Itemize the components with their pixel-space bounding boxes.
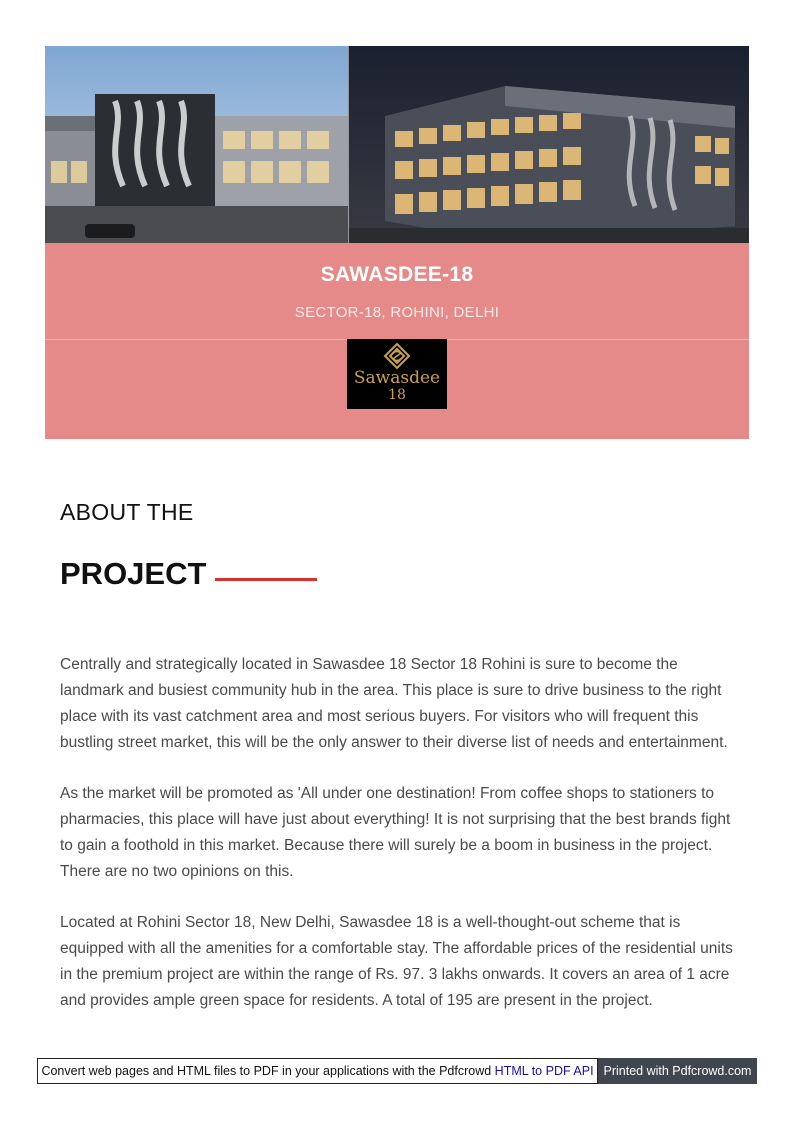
project-banner [45, 243, 749, 439]
paragraph: Centrally and strategically located in Sawasdee 18 Sector 18 Rohini is sure to become the landmark and busiest community hub in the area. This place is sure to drive business to the right place with its vast catchment area and most serious buyers. For visitors who will frequent this bustling street market, this will be the only answer to their diverse list of needs and entertainment. [60, 656, 728, 751]
paragraph: As the market will be promoted as 'All under one destination! From coffee shops to stationers to pharmacies, this place will have just about everything! It is not surprising that the best brands fight to gain a foothold in this market. Because there will surely be a boom in business in the project. There are no two opinions on this. [60, 785, 731, 880]
project-description [60, 652, 740, 1039]
pdf-footer [37, 1058, 757, 1084]
project-heading: PROJECT [60, 556, 207, 591]
project-logo [347, 339, 447, 409]
footer-promo-text: Convert web pages and HTML files to PDF in your applications with the Pdfcrowd [41, 1064, 492, 1078]
heading-accent-line [215, 578, 317, 581]
logo-number: 18 [388, 387, 406, 403]
hero-image [45, 46, 749, 243]
about-heading: ABOUT THE [60, 499, 194, 525]
footer-promo [37, 1058, 598, 1084]
printed-with-badge[interactable]: Printed with Pdfcrowd.com [598, 1058, 757, 1084]
building-rendering-image [45, 46, 749, 243]
html-to-pdf-api-link[interactable]: HTML to PDF API [494, 1064, 594, 1078]
project-location: SECTOR-18, ROHINI, DELHI [294, 304, 500, 321]
logo-wordmark: Sawasdee [353, 368, 441, 388]
project-title: SAWASDEE-18 [320, 263, 474, 286]
paragraph: Located at Rohini Sector 18, New Delhi, Sawasdee 18 is a well-thought-out scheme that is equipped with all the amenities for a comfortable stay. The affordable prices of the residential units in the premium project are within the range of Rs. 97. 3 lakhs onwards. It covers an area of 1 acre and provides ample green space for residents. A total of 195 are present in the project. [60, 914, 733, 1009]
